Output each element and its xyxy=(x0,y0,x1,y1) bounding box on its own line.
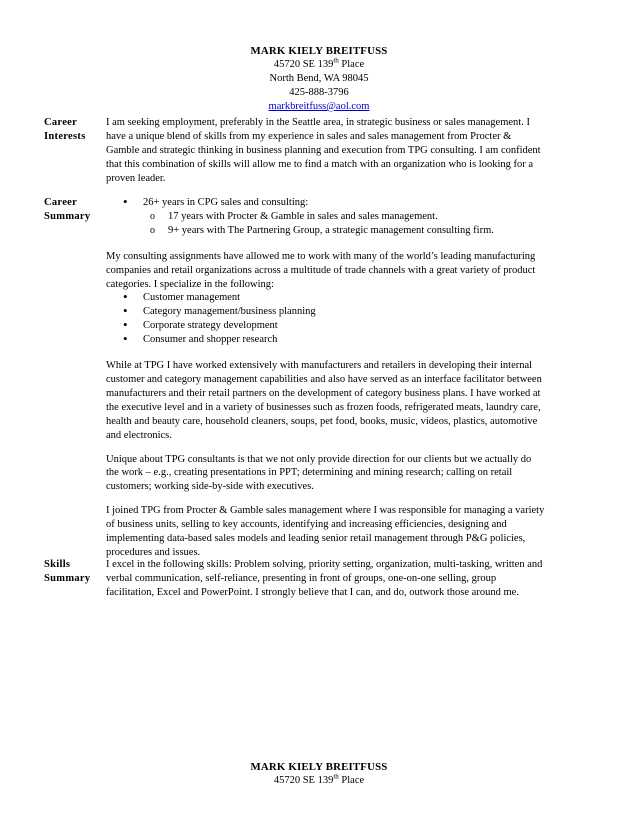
street-address xyxy=(0,58,638,72)
specialty-item: • Corporate strategy development xyxy=(106,319,546,333)
experience-list xyxy=(106,196,546,210)
applicant-name: MARK KIELY BREITFUSS xyxy=(250,45,388,57)
footer-address xyxy=(0,774,638,788)
skills-summary-label-line2: Summary xyxy=(44,573,91,584)
street-address-main: 45720 SE 139 xyxy=(273,59,334,70)
career-interests-label-line1: Career xyxy=(44,117,78,128)
skills-summary-section xyxy=(106,558,546,610)
career-interests-label xyxy=(44,116,102,144)
street-address-sup: th xyxy=(333,56,339,65)
resume-header xyxy=(0,44,638,114)
phone-number: 425-888-3796 xyxy=(289,87,349,98)
footer-address-sup: th xyxy=(333,772,339,781)
tpg-experience-paragraph: While at TPG I have worked extensively with manufacturers and retailers in developing their internal customer and category management capabilities and also have served as an interface facilitator between manufacturers and their retail partners on the development of category business plans. I have worked at the executive level and in a variety of businesses such as frozen foods, refrigerated meats, laundry care, health and beauty care, household cleaners, soups, pet food, books, music, videos, plastics, automotive and electronics. xyxy=(106,360,542,441)
consulting-paragraph: My consulting assignments have allowed me to work with many of the world’s leading manufacturing companies and retail organizations across a multitude of trade channels with a great variety of product categories. I specialize in the following: xyxy=(106,250,536,290)
specialties-list xyxy=(106,291,546,347)
career-summary-label-line2: Summary xyxy=(44,211,91,222)
resume-footer xyxy=(0,760,638,788)
specialty-item: • Customer management xyxy=(106,291,546,305)
skills-summary-label xyxy=(44,558,102,586)
footer-name: MARK KIELY BREITFUSS xyxy=(250,761,388,773)
career-summary-label-line1: Career xyxy=(44,197,78,208)
specialty-item: • Category management/business planning xyxy=(106,305,546,319)
footer-address-main: 45720 SE 139 xyxy=(273,775,334,786)
career-summary-label xyxy=(44,196,102,224)
tpg-unique-paragraph: Unique about TPG consultants is that we not only provide direction for our clients but we actually do the work – e.g., creating presentations in PPT; determining and mining research; calling on retail customers; working side-by-side with executives. xyxy=(106,453,532,493)
experience-sub-bullet: o 17 years with Procter & Gamble in sales and sales management. xyxy=(106,210,546,224)
footer-address-suffix: Place xyxy=(338,775,365,786)
experience-sub-list xyxy=(106,210,546,238)
experience-bullet: • 26+ years in CPG sales and consulting: xyxy=(106,196,546,210)
career-interests-text: I am seeking employment, preferably in the Seattle area, in strategic business or sales management. I have a unique blend of skills from my experience in sales and sales management from Procter & Gamble and strategic thinking in business planning and execution from TPG consulting. I am confident that this combination of skills will allow me to find a match with an organization who is looking for a proven leader. xyxy=(106,117,541,184)
skills-summary-label-line1: Skills xyxy=(44,559,71,570)
street-address-suffix: Place xyxy=(338,59,365,70)
experience-sub-bullet: o 9+ years with The Partnering Group, a strategic management consulting firm. xyxy=(106,224,546,238)
city-state-zip: North Bend, WA 98045 xyxy=(269,73,369,84)
career-interests-section xyxy=(106,116,546,196)
skills-summary-text: I excel in the following skills: Problem solving, priority setting, organization, multi-tasking, written and verbal communication, self-reliance, presenting in front of groups, one-on-one selling, group facilitation, Excel and PowerPoint. I strongly believe that I can, and do, outwork those around me. xyxy=(106,559,543,598)
email-link[interactable]: markbreitfuss@aol.com xyxy=(268,101,370,112)
career-summary-section xyxy=(106,196,546,570)
career-interests-label-line2: Interests xyxy=(44,131,86,142)
pg-history-paragraph: I joined TPG from Procter & Gamble sales management where I was responsible for managing a variety of business units, selling to key accounts, identifying and increasing efficiencies, designing and implementing data-based sales models and leading senior retail management through P&G policies, procedures and issues. xyxy=(106,505,545,558)
specialty-item: • Consumer and shopper research xyxy=(106,333,546,347)
